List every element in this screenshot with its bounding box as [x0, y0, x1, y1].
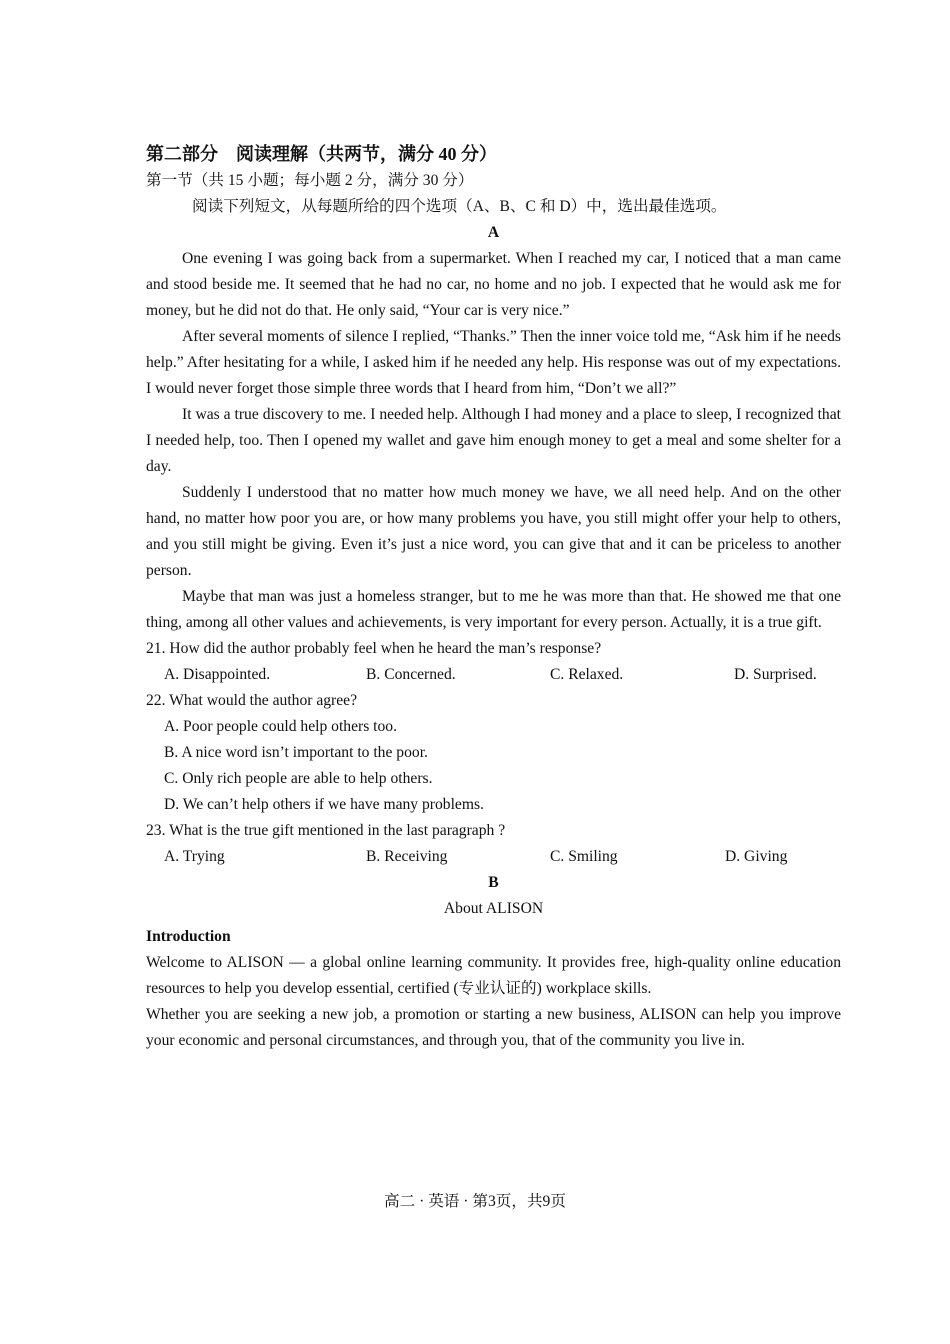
intro-heading: Introduction [146, 928, 231, 945]
passage-b-paragraph: Whether you are seeking a new job, a promotion or starting a new business, ALISON can help you improve your economic and personal circumstances, and through you, that of the community you live in. [146, 1006, 841, 1049]
option-c: C. Only rich people are able to help others. [164, 770, 433, 787]
passage-b-title: About ALISON [443, 900, 544, 917]
instruction: 阅读下列短文，从每题所给的四个选项（A、B、C 和 D）中，选出最佳选项。 [192, 198, 727, 215]
option-d: D. We can’t help others if we have many problems. [164, 796, 484, 813]
question-21-stem: 21. How did the author probably feel when he heard the man’s response? [146, 640, 602, 657]
exam-page [146, 140, 841, 1054]
option-d: D. Surprised. [734, 666, 817, 683]
passage-a-label: A [487, 224, 500, 241]
part-title: 第二部分 阅读理解（共两节，满分 40 分） [146, 144, 497, 164]
passage-a-paragraph: After several moments of silence I replied, “Thanks.” Then the inner voice told me, “Ask him if he needs help.” After hesitating for a while, I asked him if he needed any help. His response was out of my expectations. I would never forget those simple three words that I heard from him, “Don’t we all?” [146, 328, 841, 397]
passage-b-label: B [488, 874, 499, 891]
option-c: C. Relaxed. [550, 666, 624, 683]
passage-a-paragraph: One evening I was going back from a supermarket. When I reached my car, I noticed that a man came and stood beside me. It seemed that he had no car, no home and no job. I expected that he would ask me for money, but he did not do that. He only said, “Your car is very nice.” [146, 250, 841, 319]
passage-a-paragraph: Maybe that man was just a homeless stranger, but to me he was more than that. He showed me that one thing, among all other values and achievements, is very important for every person. Actually, it is a true gift. [146, 588, 841, 631]
passage-b-paragraph: Welcome to ALISON — a global online learning community. It provides free, high-quality online education resources to help you develop essential, certified (专业认证的) workplace skills. [146, 954, 841, 997]
passage-a-paragraph: It was a true discovery to me. I needed help. Although I had money and a place to sleep, I recognized that I needed help, too. Then I opened my wallet and gave him enough money to get a meal and some shelter for a day. [146, 406, 841, 475]
section-title: 第一节（共 15 小题；每小题 2 分，满分 30 分） [146, 172, 474, 189]
question-23-stem: 23. What is the true gift mentioned in the last paragraph ? [146, 822, 506, 839]
option-a: A. Poor people could help others too. [164, 718, 398, 735]
question-22-stem: 22. What would the author agree? [146, 692, 358, 709]
option-b: B. A nice word isn’t important to the poor. [164, 744, 428, 761]
option-a: A. Trying [164, 848, 225, 865]
page-footer: 高二 · 英语 · 第3页，共9页 [384, 1193, 566, 1210]
option-d: D. Giving [725, 848, 788, 865]
option-b: B. Receiving [366, 848, 448, 865]
question-21-options [146, 662, 841, 688]
question-23-options [146, 844, 841, 870]
passage-a-paragraph: Suddenly I understood that no matter how much money we have, we all need help. And on the other hand, no matter how poor you are, or how many problems you have, you still might offer your help to others, and you still might be giving. Even it’s just a nice word, you can give that and it can be priceless to another person. [146, 484, 841, 579]
option-a: A. Disappointed. [164, 666, 271, 683]
option-c: C. Smiling [550, 848, 618, 865]
option-b: B. Concerned. [366, 666, 456, 683]
